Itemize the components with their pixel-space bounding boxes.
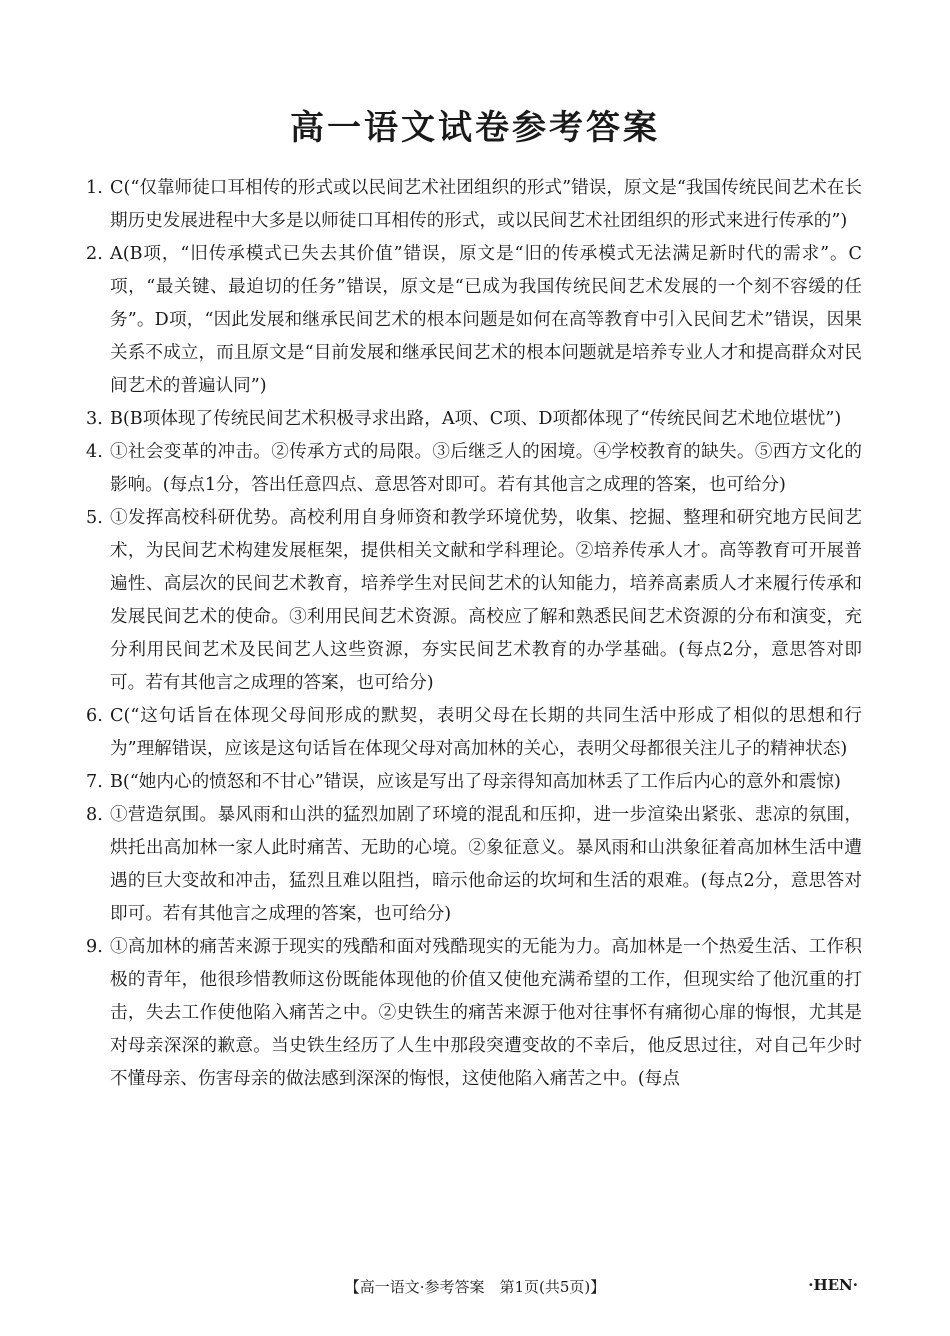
footer-page-info: 【高一语文·参考答案 第1页(共5页)】 [344, 1278, 606, 1296]
answer-text: B(B项体现了传统民间艺术积极寻求出路，A项、C项、D项都体现了“传统民间艺术地位堪忧”) [110, 409, 842, 429]
answer-item [86, 172, 862, 238]
answer-text: A(B项，“旧传承模式已失去其价值”错误，原文是“旧的传承模式无法满足新时代的需求”。C项，“最关键、最迫切的任务”错误，原文是“已成为我国传统民间艺术发展的一个刻不容缓的任务”。D项，“因此发展和继承民间艺术的根本问题是如何在高等教育中引入民间艺术”错误，因果关系不成立，而且原文是“目前发展和继承民间艺术的根本问题就是培养专业人才和提高群众对民间艺术的普遍认同”) [110, 244, 862, 396]
answer-text: C(“仅靠师徒口耳相传的形式或以民间艺术社团组织的形式”错误，原文是“我国传统民间艺术在长期历史发展进程中大多是以师徒口耳相传的形式，或以民间艺术社团组织的形式来进行传承的”) [110, 178, 862, 231]
answer-text: ①社会变革的冲击。②传承方式的局限。③后继乏人的困境。④学校教育的缺失。⑤西方文化的影响。(每点1分，答出任意四点、意思答对即可。若有其他言之成理的答案，也可给分) [110, 442, 862, 495]
answer-text: ①高加林的痛苦来源于现实的残酷和面对残酷现实的无能为力。高加林是一个热爱生活、工作积极的青年，他很珍惜教师这份既能体现他的价值又使他充满希望的工作，但现实给了他沉重的打击，失去工作使他陷入痛苦之中。②史铁生的痛苦来源于他对往事怀有痛彻心扉的悔恨，尤其是对母亲深深的歉意。当史铁生经历了人生中那段突遭变故的不幸后，他反思过往，对自己年少时不懂母亲、伤害母亲的做法感到深深的悔恨，这使他陷入痛苦之中。(每点 [110, 937, 862, 1089]
answer-number: 9. [86, 937, 103, 957]
answer-item [86, 799, 862, 931]
answer-item [86, 238, 862, 403]
answer-item [86, 766, 862, 799]
answer-number: 1. [86, 178, 103, 198]
answer-item [86, 403, 862, 436]
page-title: 高一语文试卷参考答案 [290, 108, 660, 148]
answer-text: ①发挥高校科研优势。高校利用自身师资和教学环境优势，收集、挖掘、整理和研究地方民间艺术，为民间艺术构建发展框架，提供相关文献和学科理论。②培养传承人才。高等教育可开展普遍性、高层次的民间艺术教育，培养学生对民间艺术的认知能力，培养高素质人才来履行传承和发展民间艺术的使命。③利用民间艺术资源。高校应了解和熟悉民间艺术资源的分布和演变，充分利用民间艺术及民间艺人这些资源，夯实民间艺术教育的办学基础。(每点2分，意思答对即可。若有其他言之成理的答案，也可给分) [110, 508, 862, 693]
answer-number: 6. [86, 706, 103, 726]
answer-list [86, 172, 862, 1096]
answer-number: 2. [86, 244, 103, 264]
answer-number: 3. [86, 409, 103, 429]
answer-item [86, 502, 862, 700]
answer-number: 7. [86, 772, 103, 792]
answer-number: 5. [86, 508, 103, 528]
answer-text: B(“她内心的愤怒和不甘心”错误，应该是写出了母亲得知高加林丢了工作后内心的意外和震惊) [110, 772, 841, 792]
answer-item [86, 700, 862, 766]
answer-number: 8. [86, 805, 103, 825]
answer-text: ①营造氛围。暴风雨和山洪的猛烈加剧了环境的混乱和压抑，进一步渲染出紧张、悲凉的氛围，烘托出高加林一家人此时痛苦、无助的心境。②象征意义。暴风雨和山洪象征着高加林生活中遭遇的巨大变故和冲击，猛烈且难以阻挡，暗示他命运的坎坷和生活的艰难。(每点2分，意思答对即可。若有其他言之成理的答案，也可给分) [110, 805, 862, 924]
answer-item [86, 436, 862, 502]
answer-item [86, 931, 862, 1096]
footer-code: ·HEN· [808, 1276, 858, 1294]
answer-number: 4. [86, 442, 103, 462]
answer-text: C(“这句话旨在体现父母间形成的默契，表明父母在长期的共同生活中形成了相似的思想和行为”理解错误，应该是这句话旨在体现父母对高加林的关心，表明父母都很关注儿子的精神状态) [110, 706, 862, 759]
